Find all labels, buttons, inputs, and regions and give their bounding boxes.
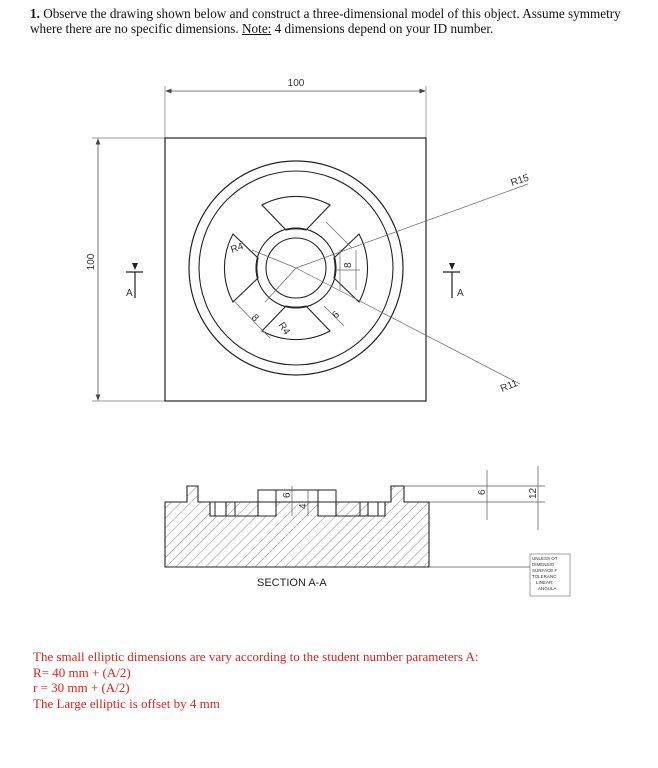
notes-line-2: R= 40 mm + (A/2)	[33, 664, 131, 680]
notes-line-3: r = 30 mm + (A/2)	[33, 680, 130, 695]
cut-label-left: A	[126, 288, 133, 299]
cut-label-right: A	[457, 288, 464, 299]
section-d4-inner-label: 4	[298, 503, 309, 509]
d8-right-label: 8	[343, 262, 354, 268]
left-height-dimension	[86, 138, 165, 401]
pocket-top	[262, 196, 330, 230]
tb-line-6: ANGULA	[538, 586, 557, 591]
tb-line-2: DIMENSIO	[532, 562, 555, 567]
cut-arrow-right	[449, 263, 455, 270]
title-block	[530, 554, 570, 596]
section-d6-right-label: 6	[477, 489, 488, 495]
tb-line-3: SURFACE F	[532, 568, 558, 573]
section-view	[165, 466, 545, 589]
d6-right-label: 6	[330, 309, 343, 322]
question-note: 4 dimensions depend on your ID number.	[274, 21, 494, 36]
tb-line-5: LINEAR:	[536, 580, 554, 585]
r4-top-label: R4	[229, 241, 246, 256]
top-width-dimension	[165, 78, 426, 138]
question-body: Observe the drawing shown below and construct a three-dimensional model of this object. Assume symmetry where there are no specific dimensions.	[30, 6, 621, 36]
r15-label: R15	[509, 172, 531, 189]
notes-line-4: The Large elliptic is offset by 4 mm	[33, 695, 220, 711]
r4-bottom-label: R4	[275, 320, 292, 338]
tb-line-1: UNLESS OT	[532, 556, 558, 561]
dim-height-label: 100	[86, 253, 97, 271]
note-label: Note:	[242, 21, 272, 36]
r11-label: R11	[499, 377, 520, 395]
section-d12-label: 12	[528, 487, 539, 499]
dim-width-label: 100	[287, 78, 305, 89]
pocket-bottom	[262, 306, 330, 340]
section-title: SECTION A-A	[257, 577, 327, 589]
tb-line-4: TOLERANC	[532, 574, 557, 579]
section-d6-inner-label: 6	[282, 492, 293, 498]
base-plate-outline	[165, 138, 426, 401]
section-hatched-body	[165, 486, 429, 567]
notes-line-1: The small elliptic dimensions are vary according to the student number parameters A:	[33, 649, 479, 664]
question-number: 1.	[30, 6, 40, 21]
d8-left-label: 8	[248, 312, 261, 325]
top-view	[126, 138, 531, 401]
parameter-notes	[33, 649, 478, 711]
cut-arrow-left	[132, 263, 138, 270]
